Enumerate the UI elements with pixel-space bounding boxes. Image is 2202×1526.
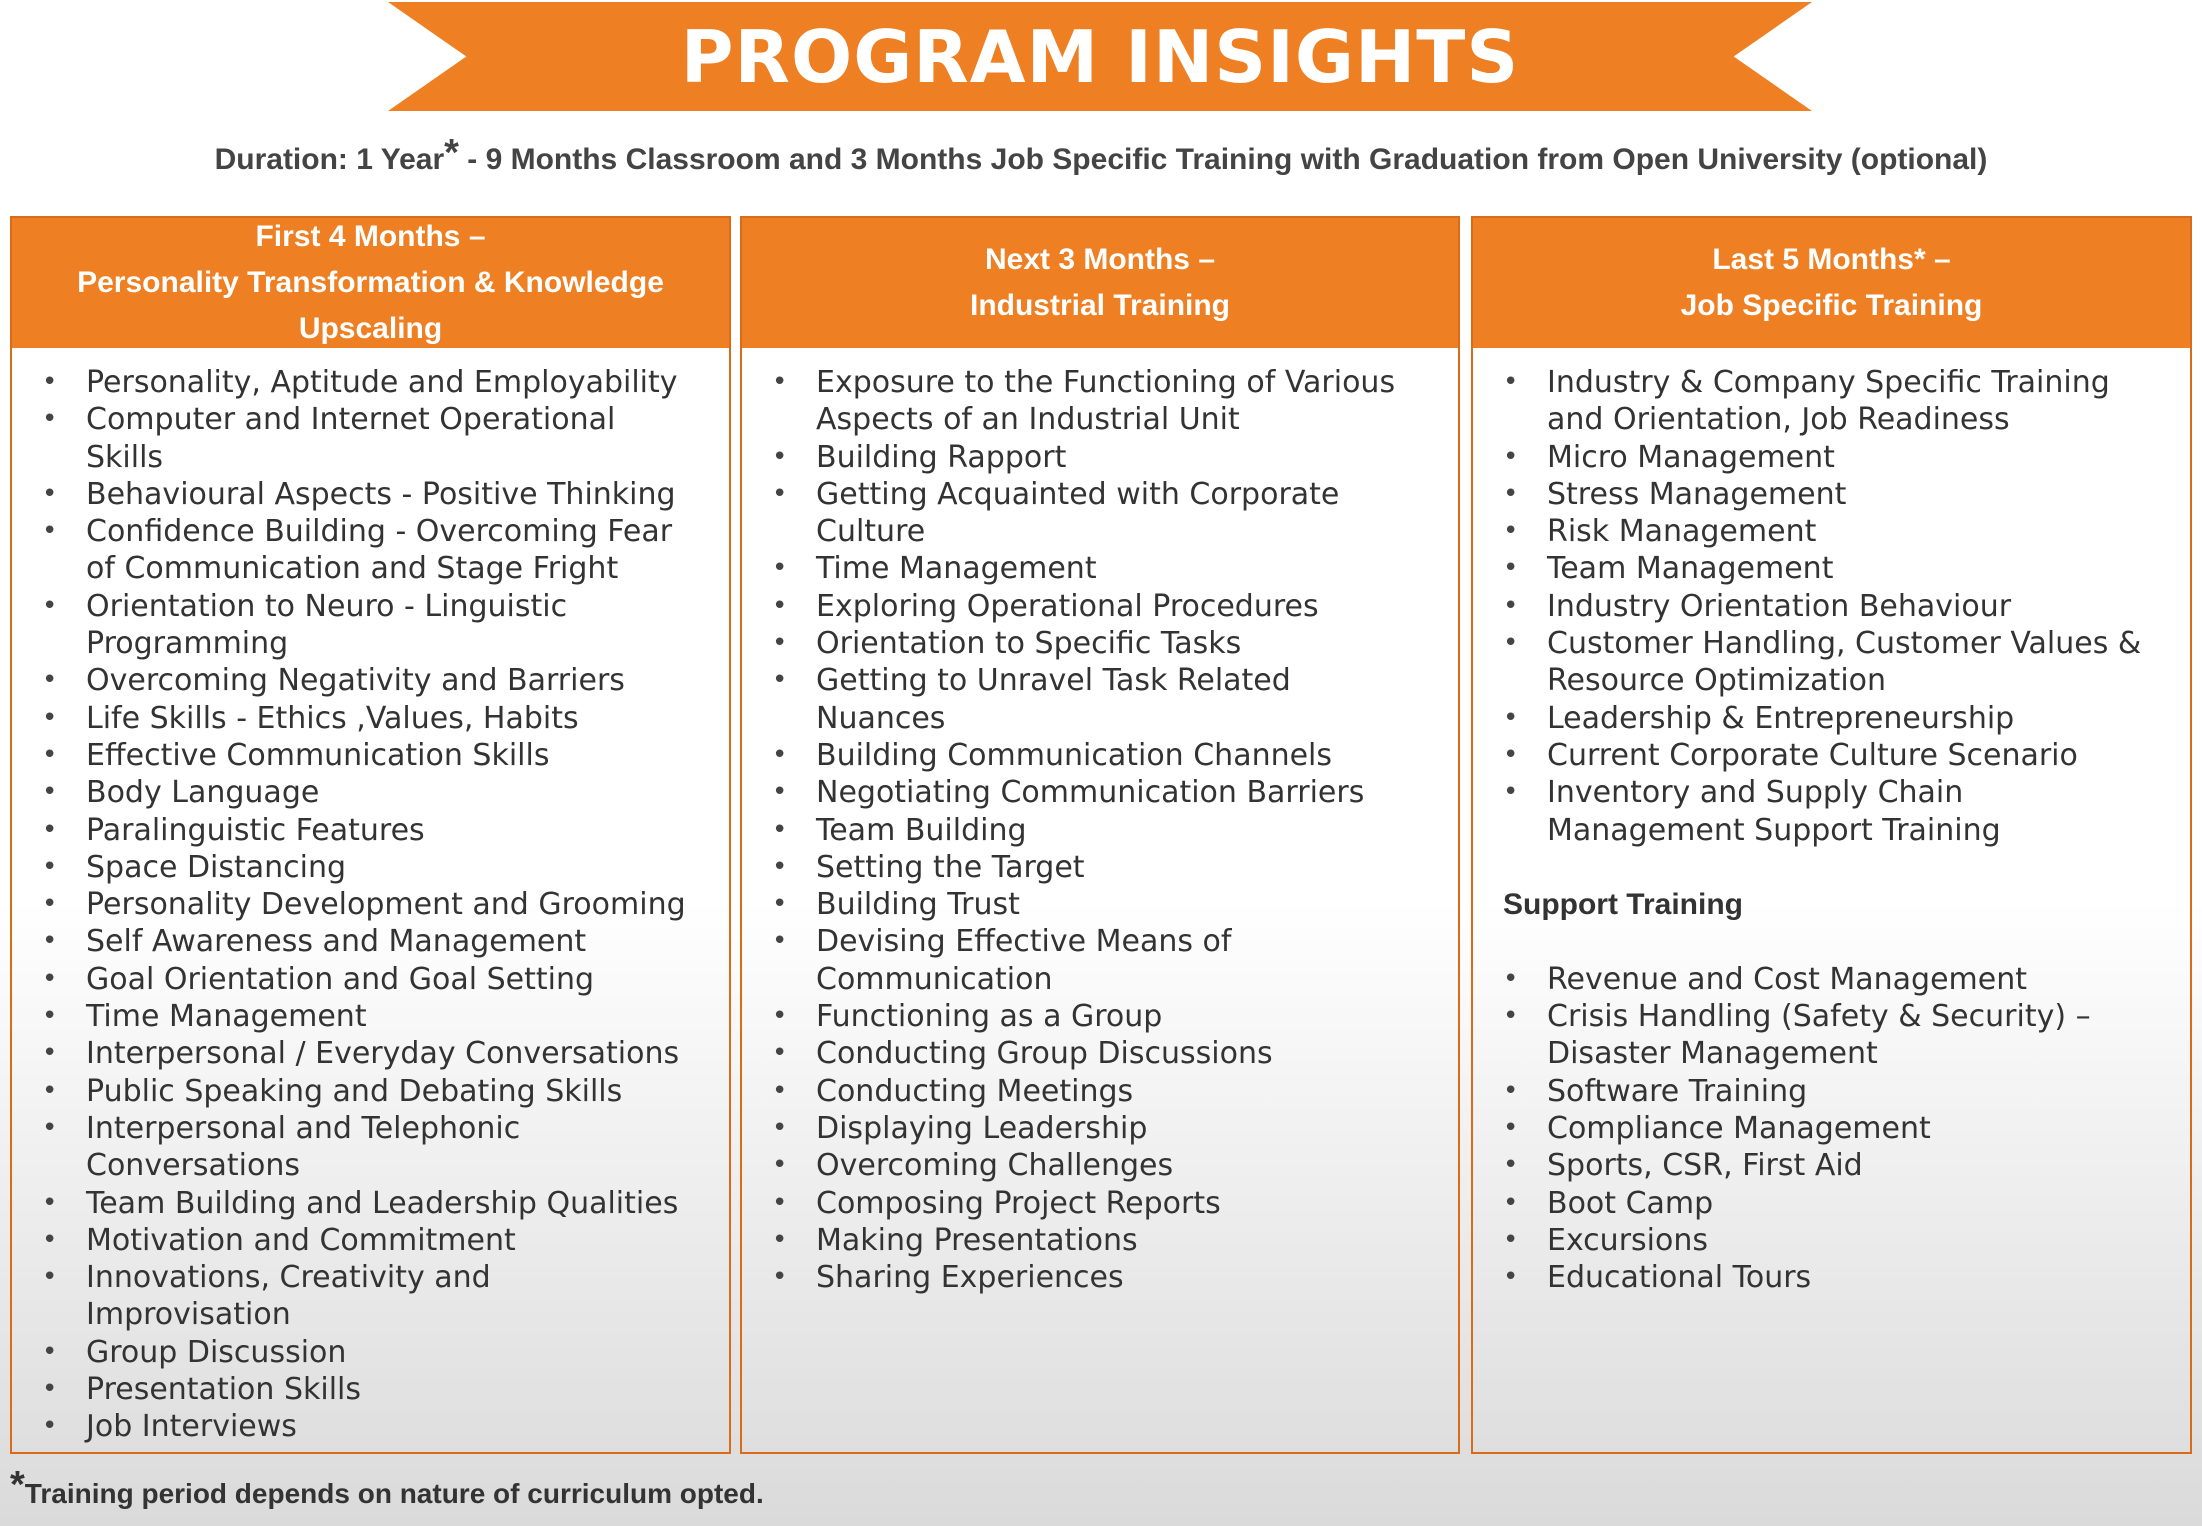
list-item — [1473, 700, 2190, 737]
column-body — [1473, 348, 2190, 1297]
bullet-icon: • — [42, 478, 58, 509]
list-item — [12, 364, 729, 401]
bullet-icon: • — [1503, 1262, 1519, 1293]
footnote — [10, 1464, 764, 1513]
list-item — [12, 998, 729, 1035]
bullet-icon: • — [772, 1112, 788, 1143]
list-item-text: Orientation to Specific Tasks — [816, 626, 1242, 662]
column-heading — [12, 218, 729, 348]
list-item-text: Job Interviews — [86, 1409, 297, 1445]
list-item — [12, 1259, 729, 1334]
column-last-5-months — [1471, 216, 2192, 1454]
bullet-icon: • — [42, 1112, 58, 1143]
page-title: PROGRAM INSIGHTS — [680, 14, 1520, 99]
list-item-text: Conversations — [86, 1148, 300, 1184]
list-item-text: Customer Handling, Customer Values & — [1547, 626, 2142, 662]
list-item — [742, 849, 1458, 886]
list-item — [1473, 439, 2190, 476]
bullet-icon: • — [1503, 1150, 1519, 1181]
bullet-icon: • — [1503, 628, 1519, 659]
list-item-text: Overcoming Negativity and Barriers — [86, 663, 625, 699]
list-item — [1473, 1222, 2190, 1259]
list-item-text: Motivation and Commitment — [86, 1222, 516, 1258]
column-heading-line2: Job Specific Training — [1680, 289, 1983, 322]
list-item — [1473, 1259, 2190, 1296]
list-item — [1473, 513, 2190, 550]
support-item-list — [1473, 961, 2190, 1297]
list-item — [12, 774, 729, 811]
list-item — [12, 1110, 729, 1185]
list-item-text: Industry Orientation Behaviour — [1547, 588, 2012, 624]
bullet-icon: • — [1503, 1187, 1519, 1218]
list-item-text: Life Skills - Ethics ,Values, Habits — [86, 700, 579, 736]
bullet-icon: • — [772, 777, 788, 808]
list-item — [12, 849, 729, 886]
bullet-icon: • — [772, 1262, 788, 1293]
bullet-icon: • — [772, 441, 788, 472]
list-item — [12, 700, 729, 737]
bullet-icon: • — [1503, 590, 1519, 621]
list-item-text: Sports, CSR, First Aid — [1547, 1148, 1863, 1184]
bullet-icon: • — [772, 590, 788, 621]
column-heading — [1473, 218, 2190, 348]
column-heading-line2: Personality Transformation & Knowledge Upscaling — [77, 266, 664, 345]
bullet-icon: • — [772, 926, 788, 957]
bullet-icon: • — [1503, 1075, 1519, 1106]
list-item-text: Nuances — [816, 700, 946, 736]
list-item-text: Compliance Management — [1547, 1111, 1931, 1147]
list-item-text: Stress Management — [1547, 476, 1847, 512]
list-item-text: Leadership & Entrepreneurship — [1547, 700, 2015, 736]
list-item-text: Educational Tours — [1547, 1260, 1812, 1296]
list-item — [742, 998, 1458, 1035]
bullet-icon: • — [772, 1038, 788, 1069]
list-item-text: Public Speaking and Debating Skills — [86, 1073, 623, 1109]
list-item-text: Revenue and Cost Management — [1547, 961, 2028, 997]
list-item-text: Displaying Leadership — [816, 1110, 1148, 1146]
list-item-text: Resource Optimization — [1547, 663, 1887, 699]
list-item-text: Skills — [86, 439, 164, 475]
bullet-icon: • — [42, 739, 58, 770]
list-item — [1473, 998, 2190, 1073]
list-item-text: Orientation to Neuro - Linguistic — [86, 588, 568, 624]
bullet-icon: • — [42, 926, 58, 957]
bullet-icon: • — [42, 889, 58, 920]
bullet-icon: • — [1503, 1224, 1519, 1255]
column-body — [12, 348, 729, 1446]
bullet-icon: • — [42, 590, 58, 621]
list-item-text: Management Support Training — [1547, 812, 2001, 848]
list-item-text: Building Communication Channels — [816, 737, 1333, 773]
bullet-icon: • — [772, 851, 788, 882]
column-first-4-months — [10, 216, 731, 1454]
list-item-text: Confidence Building - Overcoming Fear — [86, 514, 673, 550]
list-item — [1473, 550, 2190, 587]
bullet-icon: • — [772, 478, 788, 509]
bullet-icon: • — [42, 404, 58, 435]
list-item-text: Programming — [86, 626, 289, 662]
list-item-text: Presentation Skills — [86, 1372, 361, 1408]
list-item-text: Team Management — [1547, 551, 1834, 587]
list-item-text: Behavioural Aspects - Positive Thinking — [86, 476, 676, 512]
column-heading — [742, 218, 1458, 348]
list-item — [12, 1371, 729, 1408]
bullet-icon: • — [1503, 739, 1519, 770]
list-item-text: Self Awareness and Management — [86, 924, 587, 960]
bullet-icon: • — [772, 665, 788, 696]
list-item — [12, 1222, 729, 1259]
bullet-icon: • — [42, 1411, 58, 1442]
list-item — [742, 1110, 1458, 1147]
list-item-text: Space Distancing — [86, 849, 347, 885]
list-item-text: Risk Management — [1547, 514, 1817, 550]
list-item — [12, 662, 729, 699]
bullet-icon: • — [42, 702, 58, 733]
list-item — [12, 1334, 729, 1371]
list-item-text: Devising Effective Means of — [816, 924, 1232, 960]
list-item — [742, 1147, 1458, 1184]
item-list — [1473, 364, 2190, 849]
list-item-text: Building Rapport — [816, 439, 1067, 475]
list-item-text: Getting to Unravel Task Related — [816, 663, 1291, 699]
list-item — [12, 1073, 729, 1110]
list-item-text: Inventory and Supply Chain — [1547, 775, 1964, 811]
list-item-text: Conducting Group Discussions — [816, 1036, 1273, 1072]
column-heading-line2: Industrial Training — [969, 289, 1231, 322]
list-item — [742, 364, 1458, 439]
list-item — [742, 662, 1458, 737]
duration-prefix: Duration: 1 Year — [214, 143, 445, 176]
list-item-text: Boot Camp — [1547, 1185, 1714, 1221]
list-item — [1473, 625, 2190, 700]
bullet-icon: • — [42, 1075, 58, 1106]
item-list — [742, 364, 1458, 1296]
list-item-text: Communication — [816, 961, 1053, 997]
list-item-text: Negotiating Communication Barriers — [816, 775, 1365, 811]
list-item-text: Micro Management — [1547, 439, 1835, 475]
bullet-icon: • — [1503, 478, 1519, 509]
list-item — [12, 886, 729, 923]
list-item-text: Making Presentations — [816, 1222, 1138, 1258]
list-item-text: Software Training — [1547, 1073, 1808, 1109]
list-item-text: Body Language — [86, 775, 320, 811]
list-item — [742, 812, 1458, 849]
list-item-text: Getting Acquainted with Corporate — [816, 476, 1340, 512]
bullet-icon: • — [42, 665, 58, 696]
list-item — [1473, 364, 2190, 439]
list-item — [742, 625, 1458, 662]
list-item — [742, 737, 1458, 774]
list-item-text: Building Trust — [816, 887, 1020, 923]
list-item — [742, 588, 1458, 625]
list-item — [12, 812, 729, 849]
list-item — [742, 1185, 1458, 1222]
duration-line — [0, 132, 2202, 179]
bullet-icon: • — [1503, 367, 1519, 397]
list-item-text: Exposure to the Functioning of Various — [816, 365, 1396, 400]
list-item-text: Paralinguistic Features — [86, 812, 425, 848]
bullet-icon: • — [772, 739, 788, 770]
bullet-icon: • — [42, 814, 58, 845]
bullet-icon: • — [42, 1224, 58, 1255]
footnote-asterisk: * — [10, 1464, 25, 1506]
list-item-text: Functioning as a Group — [816, 999, 1163, 1035]
list-item-text: Team Building — [816, 812, 1027, 848]
list-item-text: Aspects of an Industrial Unit — [816, 402, 1240, 438]
bullet-icon: • — [1503, 963, 1519, 994]
list-item — [12, 1035, 729, 1072]
list-item — [1473, 1110, 2190, 1147]
bullet-icon: • — [772, 628, 788, 659]
list-item-text: Composing Project Reports — [816, 1185, 1221, 1221]
column-heading-line1: Next 3 Months – — [984, 243, 1216, 276]
list-item-text: Culture — [816, 514, 926, 550]
bullet-icon: • — [772, 1224, 788, 1255]
list-item — [1473, 961, 2190, 998]
list-item — [12, 1185, 729, 1222]
list-item-text: Improvisation — [86, 1297, 291, 1333]
column-body — [742, 348, 1458, 1296]
list-item-text: Innovations, Creativity and — [86, 1260, 491, 1296]
list-item-text: Personality, Aptitude and Employability — [86, 365, 678, 400]
list-item — [742, 774, 1458, 811]
bullet-icon: • — [1503, 516, 1519, 547]
list-item — [742, 923, 1458, 998]
list-item-text: Excursions — [1547, 1222, 1708, 1258]
duration-asterisk: * — [444, 132, 459, 174]
bullet-icon: • — [772, 1150, 788, 1181]
column-heading-line1: Last 5 Months* – — [1712, 243, 1951, 276]
list-item — [742, 439, 1458, 476]
list-item — [742, 886, 1458, 923]
list-item-text: Current Corporate Culture Scenario — [1547, 737, 2078, 773]
bullet-icon: • — [1503, 441, 1519, 472]
list-item — [1473, 774, 2190, 849]
list-item-text: and Orientation, Job Readiness — [1547, 402, 2010, 438]
bullet-icon: • — [42, 1262, 58, 1293]
bullet-icon: • — [42, 1187, 58, 1218]
list-item — [12, 961, 729, 998]
list-item-text: Disaster Management — [1547, 1036, 1878, 1072]
bullet-icon: • — [1503, 1001, 1519, 1032]
list-item-text: Computer and Internet Operational — [86, 402, 616, 438]
list-item — [1473, 476, 2190, 513]
bullet-icon: • — [42, 1038, 58, 1069]
list-item-text: Team Building and Leadership Qualities — [86, 1185, 679, 1221]
list-item-text: Effective Communication Skills — [86, 737, 550, 773]
list-item-text: Goal Orientation and Goal Setting — [86, 961, 595, 997]
support-training-heading: Support Training — [1503, 887, 1743, 921]
list-item-text: Setting the Target — [816, 849, 1085, 885]
list-item-text: Interpersonal / Everyday Conversations — [86, 1036, 680, 1072]
bullet-icon: • — [42, 963, 58, 994]
list-item-text: Group Discussion — [86, 1334, 347, 1370]
list-item — [742, 1035, 1458, 1072]
list-item — [12, 923, 729, 960]
bullet-icon: • — [42, 516, 58, 547]
bullet-icon: • — [42, 1336, 58, 1367]
bullet-icon: • — [772, 1075, 788, 1106]
list-item — [1473, 1185, 2190, 1222]
list-item-text: Crisis Handling (Safety & Security) – — [1547, 999, 2091, 1035]
bullet-icon: • — [772, 814, 788, 845]
list-item-text: of Communication and Stage Fright — [86, 551, 619, 587]
list-item-text: Time Management — [86, 999, 367, 1035]
list-item — [12, 476, 729, 513]
bullet-icon: • — [1503, 1113, 1519, 1144]
list-item-text: Sharing Experiences — [816, 1260, 1124, 1296]
list-item — [742, 1259, 1458, 1296]
list-item — [742, 550, 1458, 587]
column-heading-line1: First 4 Months – — [255, 220, 486, 253]
bullet-icon: • — [772, 1187, 788, 1218]
bullet-icon: • — [42, 1374, 58, 1405]
list-item-text: Industry & Company Specific Training — [1547, 365, 2110, 400]
item-list — [12, 364, 729, 1446]
bullet-icon: • — [772, 553, 788, 584]
list-item — [12, 737, 729, 774]
list-item-text: Personality Development and Grooming — [86, 887, 686, 923]
list-item — [12, 1408, 729, 1445]
list-item — [1473, 1073, 2190, 1110]
bullet-icon: • — [42, 777, 58, 808]
list-item — [1473, 737, 2190, 774]
list-item — [12, 588, 729, 663]
bullet-icon: • — [42, 367, 58, 397]
list-item — [742, 476, 1458, 551]
list-item-text: Interpersonal and Telephonic — [86, 1110, 521, 1146]
duration-suffix: - 9 Months Classroom and 3 Months Job Specific Training with Graduation from Open University (optional) — [458, 143, 1988, 176]
list-item-text: Overcoming Challenges — [816, 1148, 1174, 1184]
list-item-text: Exploring Operational Procedures — [816, 588, 1319, 624]
list-item — [1473, 1147, 2190, 1184]
list-item — [742, 1073, 1458, 1110]
list-item-text: Conducting Meetings — [816, 1073, 1134, 1109]
bullet-icon: • — [1503, 553, 1519, 584]
footnote-text: Training period depends on nature of curriculum opted. — [24, 1478, 764, 1509]
list-item — [12, 513, 729, 588]
bullet-icon: • — [42, 1001, 58, 1032]
bullet-icon: • — [772, 889, 788, 920]
column-next-3-months — [740, 216, 1460, 1454]
bullet-icon: • — [42, 851, 58, 882]
list-item — [1473, 588, 2190, 625]
bullet-icon: • — [772, 367, 788, 397]
bullet-icon: • — [1503, 702, 1519, 733]
bullet-icon: • — [1503, 777, 1519, 808]
list-item-text: Time Management — [816, 551, 1097, 587]
list-item — [742, 1222, 1458, 1259]
list-item — [12, 401, 729, 476]
bullet-icon: • — [772, 1001, 788, 1032]
